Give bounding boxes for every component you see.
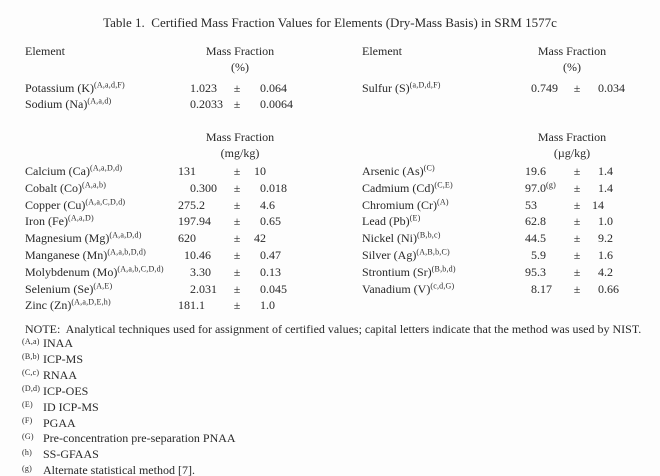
element-name: Vanadium (V) [362,281,431,296]
value-integer: 3 [190,264,196,279]
element-name: Zinc (Zn) [25,298,72,313]
value-integer: 0 [190,97,196,112]
element-name: Cobalt (Co) [25,180,82,195]
table-row [25,80,310,96]
table-row [362,247,644,264]
plus-minus-sign: ± [573,264,581,279]
uncertainty-fraction: .0 [604,214,613,229]
plus-minus-sign: ± [233,247,241,262]
table-row [25,297,310,314]
value-integer: 62 [525,214,537,229]
method-superscript: (a,D,d,F) [409,80,441,90]
value-integer: 275 [178,197,196,212]
table-row [362,264,644,281]
element-cell [25,180,175,197]
element-cell [362,264,520,281]
value-fraction: .2033 [196,97,223,112]
value-fraction: .031 [196,281,217,296]
element-cell [362,247,520,264]
percent-left-table [25,80,310,112]
value-integer: 8 [531,281,537,296]
footnote-label: (G) [22,431,34,441]
plus-minus-sign: ± [573,164,581,178]
value-integer: 97 [525,180,537,195]
value-fraction: .17 [537,281,552,296]
trace-right-table [362,163,644,297]
value-fraction: .1 [196,298,205,313]
value-integer: 1 [190,81,196,95]
value-fraction-cell [196,281,230,298]
value-fraction-cell [196,163,230,180]
value-integer: 95 [525,264,537,279]
element-name: Silver (Ag) [362,247,417,262]
table-row [25,163,310,180]
element-name: Chromium (Cr) [362,197,437,212]
value-fraction-cell [196,197,230,214]
method-superscript: (A,a,b) [82,180,107,190]
trace-left-table [25,163,310,314]
element-cell [362,180,520,197]
uncertainty-integer: 0 [260,81,266,95]
value-integer: 620 [178,231,196,246]
element-name: Iron (Fe) [25,214,68,229]
uncertainty-fraction: .0 [266,298,275,313]
method-superscript: (A,E) [93,281,113,291]
plus-minus-sign: ± [573,214,581,229]
value-fraction: .749 [537,81,558,95]
element-cell [25,230,175,247]
value-integer: 53 [525,197,537,212]
uncertainty-integer: 1 [260,298,266,313]
table-row [362,180,644,197]
value-fraction-cell [196,213,230,230]
uncertainty-integer: 4 [260,197,266,212]
mass-fraction-header-right-pct: Mass Fraction [537,44,607,58]
value-fraction-cell [537,163,568,180]
plus-minus-sign: ± [573,231,581,246]
plus-minus-sign: ± [233,81,241,95]
value-integer: 0 [531,81,537,95]
footnote-method: Alternate statistical method [7]. [43,463,195,476]
element-cell [362,197,520,214]
value-integer: 2 [190,281,196,296]
value-note-superscript: (g) [546,180,556,190]
uncertainty-fraction: .6 [266,197,275,212]
value-fraction: .300 [196,180,217,195]
uncertainty-fraction: .4 [604,180,613,195]
method-superscript: (C,E) [434,180,453,190]
uncertainty-fraction: .66 [604,281,619,296]
footnote-method: ICP-MS [43,351,84,366]
uncertainty-fraction: .2 [604,231,613,246]
value-fraction-cell [196,180,230,197]
element-cell [25,264,175,281]
footnote-label: (h) [22,447,32,457]
mass-fraction-header-left-mg: Mass Fraction [205,130,275,144]
footnote-method: SS-GFAAS [43,447,99,462]
plus-minus-sign: ± [233,97,241,112]
method-superscript: (B,b,c) [416,230,441,240]
element-name: Manganese (Mn) [25,247,108,262]
uncertainty-fraction: .13 [266,264,281,279]
plus-minus-sign: ± [573,81,581,95]
footnote-method: RNAA [43,367,78,382]
footnote-method: ICP-OES [43,383,89,398]
table-row [25,264,310,281]
footnote-method: INAA [43,336,73,350]
unit-header-left-mg: (mg/kg) [220,146,260,160]
uncertainty-integer: 0 [598,81,604,95]
element-cell [25,213,175,230]
method-superscript: (A,a,D,E,h) [71,297,111,307]
footnote-method: ID ICP-MS [43,399,99,414]
value-fraction: .94 [196,214,211,229]
element-cell [362,80,520,96]
element-name: Cadmium (Cd) [362,180,435,195]
value-fraction: .3 [537,264,546,279]
value-fraction: .8 [537,214,546,229]
method-superscript: (c,d,G) [430,281,455,291]
value-fraction-cell [537,247,568,264]
value-fraction-cell [196,230,230,247]
plus-minus-sign: ± [233,298,241,313]
method-superscript: (A,a,b,D,d) [107,247,146,257]
value-fraction-cell [196,247,230,264]
element-name: Copper (Cu) [25,197,86,212]
footnote-item [22,431,236,447]
element-name: Lead (Pb) [362,214,410,229]
value-fraction-cell [537,264,568,281]
uncertainty-fraction: .4 [604,164,613,178]
footnote-item [22,447,236,463]
value-fraction: .0 [537,180,546,195]
plus-minus-sign: ± [233,180,241,195]
uncertainty-integer: 0 [260,247,266,262]
value-fraction-cell [196,297,230,314]
plus-minus-sign: ± [573,281,581,296]
value-integer: 19 [525,164,537,178]
value-fraction-cell [537,281,568,298]
method-superscript: (A,B,b,C) [416,247,450,257]
value-fraction: .2 [196,197,205,212]
method-superscript: (A,a,d,F) [94,80,125,90]
table-row [25,230,310,247]
plus-minus-sign: ± [233,214,241,229]
element-name: Arsenic (As) [362,164,424,178]
uncertainty-integer: 1 [598,180,604,195]
percent-right-table [362,80,644,96]
element-cell [25,80,175,96]
footnote-item [22,352,236,368]
method-superscript: (C) [423,163,435,173]
element-cell [362,230,520,247]
plus-minus-sign: ± [233,164,241,178]
uncertainty-integer: 1 [598,247,604,262]
value-fraction-cell [196,264,230,281]
footnote-list [22,336,236,476]
footnote-method: Pre-concentration pre-separation PNAA [43,431,236,446]
footnote-label: (A,a) [22,336,40,346]
value-fraction: .6 [537,164,546,178]
uncertainty-fraction: .2 [604,264,613,279]
uncertainty-integer: 42 [254,231,266,246]
uncertainty-fraction: .018 [266,180,287,195]
unit-header-right-pct: (%) [563,60,581,74]
unit-header-left-pct: (%) [231,60,249,74]
uncertainty-fraction: .0064 [266,97,293,112]
uncertainty-fraction: .65 [266,214,281,229]
uncertainty-fraction: .47 [266,247,281,262]
table-row [362,163,644,180]
uncertainty-fraction: .045 [266,281,287,296]
footnote-item [22,463,236,476]
footnote-label: (C,c) [22,368,40,378]
element-cell [362,163,520,180]
footnote-method: PGAA [43,415,76,430]
method-superscript: (E) [409,213,421,223]
uncertainty-fraction [604,197,644,214]
uncertainty-fraction [266,230,310,247]
element-name: Magnesium (Mg) [25,231,110,246]
element-cell [25,96,175,112]
uncertainty-integer: 0 [260,214,266,229]
uncertainty-fraction: .6 [604,247,613,262]
uncertainty-fraction: .034 [604,81,625,95]
element-cell [25,163,175,180]
uncertainty-fraction: .064 [266,81,287,95]
method-superscript: (A,a,D,d) [109,230,142,240]
plus-minus-sign: ± [233,264,241,279]
element-name: Nickel (Ni) [362,231,417,246]
method-superscript: (B,b,d) [431,264,456,274]
plus-minus-sign: ± [233,231,241,246]
plus-minus-sign: ± [573,197,581,212]
method-superscript: (A,a,D,d) [89,163,123,173]
value-fraction-cell [196,96,230,112]
footnote-item [22,368,236,384]
plus-minus-sign: ± [573,180,581,195]
element-name: Selenium (Se) [25,281,94,296]
uncertainty-integer: 1 [598,164,604,178]
uncertainty-fraction [266,163,310,180]
element-name: Potassium (K) [25,81,94,95]
table-row [25,96,310,112]
uncertainty-integer: 0 [260,97,266,112]
table-title: Table 1. Certified Mass Fraction Values for Elements (Dry-Mass Basis) in SRM 1577c [103,15,557,30]
table-row [25,197,310,214]
value-fraction-cell [537,80,568,96]
value-fraction: .9 [537,247,546,262]
value-fraction-cell [196,80,230,96]
uncertainty-integer: 0 [260,281,266,296]
method-superscript: (A,a,C,D,d) [85,197,126,207]
value-integer: 0 [190,180,196,195]
footnote-label: (F) [22,416,33,426]
element-name: Molybdenum (Mo) [25,264,118,279]
table-row [25,180,310,197]
uncertainty-integer: 10 [254,164,266,178]
footnote-item [22,416,236,432]
uncertainty-integer: 0 [260,264,266,279]
value-fraction: .46 [196,247,211,262]
mass-fraction-header-left-pct: Mass Fraction [205,44,275,58]
footnote-item [22,400,236,416]
uncertainty-integer: 0 [260,180,266,195]
value-integer: 197 [178,214,196,229]
element-cell [362,213,520,230]
table-row [362,80,644,96]
value-integer: 131 [178,164,196,178]
element-header-left: Element [25,44,65,58]
element-name: Strontium (Sr) [362,264,432,279]
table-row [25,281,310,298]
element-name: Sulfur (S) [362,81,410,95]
footnote-label: (B,b) [22,352,40,362]
uncertainty-integer: 1 [598,214,604,229]
table-row [362,197,644,214]
uncertainty-integer: 9 [598,231,604,246]
element-cell [25,247,175,264]
table-row [25,247,310,264]
footnote-label: (g) [22,463,32,473]
value-fraction-cell [537,197,568,214]
value-integer: 44 [525,231,537,246]
value-fraction-cell [537,180,568,197]
element-header-right: Element [362,44,402,58]
plus-minus-sign: ± [233,197,241,212]
element-name: Calcium (Ca) [25,164,90,178]
value-fraction-cell [537,230,568,247]
value-fraction: .5 [537,231,546,246]
element-cell [25,297,175,314]
note-intro: NOTE: Analytical techniques used for assignment of certified values; capital letters indicate that the method was used by NIST. [25,322,642,336]
value-integer: 5 [531,247,537,262]
uncertainty-integer: 14 [592,197,604,212]
value-integer: 181 [178,298,196,313]
table-row [362,213,644,230]
value-fraction: .30 [196,264,211,279]
plus-minus-sign: ± [573,247,581,262]
footnote-label: (D,d) [22,384,41,394]
unit-header-right-ug: (µg/kg) [553,146,591,160]
method-superscript: (A,a,d) [87,96,112,106]
table-row [25,213,310,230]
mass-fraction-header-right-ug: Mass Fraction [537,130,607,144]
method-superscript: (A,a,D) [67,213,94,223]
method-superscript: (A,a,b,C,D,d) [117,264,164,274]
value-integer: 10 [184,247,196,262]
footnote-item [22,384,236,400]
footnote-label: (E) [22,400,33,410]
uncertainty-integer: 0 [598,281,604,296]
table-row [362,281,644,298]
element-cell [362,281,520,298]
value-fraction: .023 [196,81,217,95]
uncertainty-integer: 4 [598,264,604,279]
element-cell [25,281,175,298]
value-fraction-cell [537,213,568,230]
plus-minus-sign: ± [233,281,241,296]
table-row [362,230,644,247]
element-cell [25,197,175,214]
footnote-item [22,336,236,352]
element-name: Sodium (Na) [25,97,88,112]
method-superscript: (A) [437,197,449,207]
